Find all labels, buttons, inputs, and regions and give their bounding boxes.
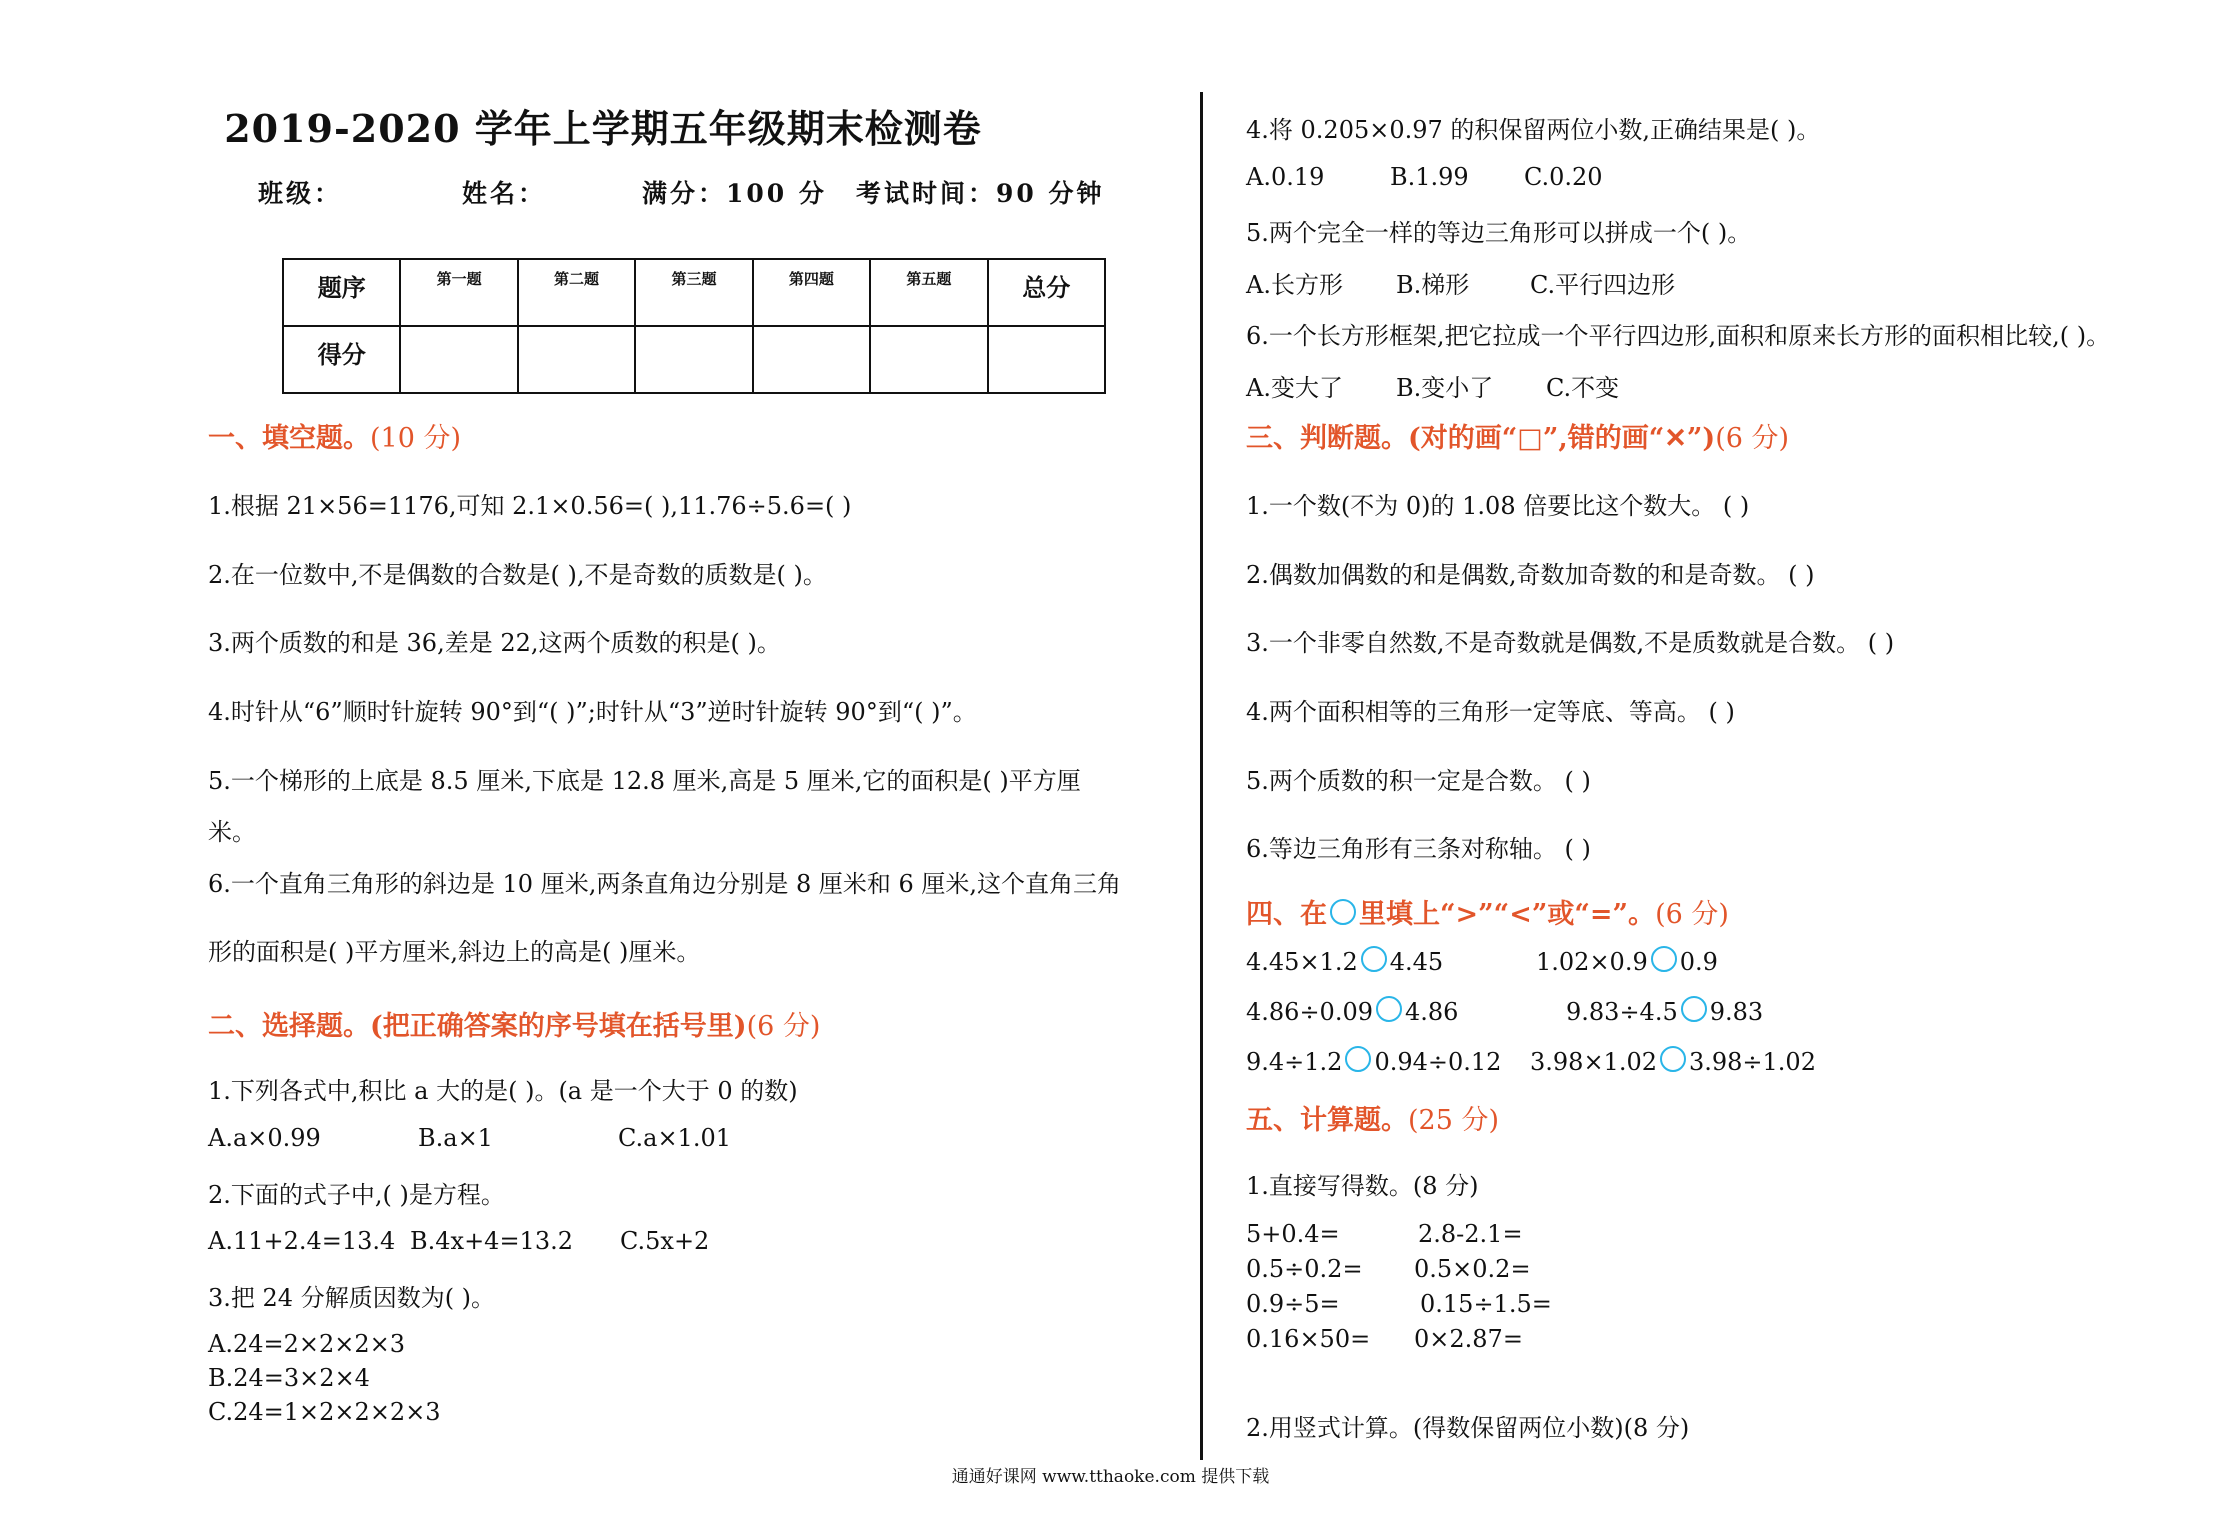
compare-right: 0.94÷0.12 <box>1374 1048 1502 1076</box>
choice-4-option-a: A.0.19 <box>1246 163 1325 191</box>
calc-item: 5+0.4= <box>1246 1220 1340 1248</box>
choice-question-4: 4.将 0.205×0.97 的积保留两位小数,正确结果是( )。 <box>1246 116 1821 144</box>
compare-left: 4.45×1.2 <box>1246 948 1358 976</box>
judge-question-1: 1.一个数(不为 0)的 1.08 倍要比这个数大。 ( ) <box>1246 492 1750 520</box>
class-label: 班级： <box>258 179 343 208</box>
compare-right: 9.83 <box>1709 998 1764 1026</box>
section-5-heading: 五、计算题。 <box>1246 1105 1408 1136</box>
section-4-heading-b: 里填上“>”“<”或“=”。 <box>1359 899 1656 930</box>
calc-item: 0.5×0.2= <box>1414 1255 1531 1283</box>
judge-question-6: 6.等边三角形有三条对称轴。 ( ) <box>1246 835 1591 863</box>
fill-question-6-cont: 形的面积是( )平方厘米,斜边上的高是( )厘米。 <box>208 938 701 966</box>
footer-text: 通通好课网 www.tthaoke.com 提供下载 <box>951 1467 1270 1487</box>
judge-question-5: 5.两个质数的积一定是合数。 ( ) <box>1246 767 1591 795</box>
compare-right: 0.9 <box>1679 948 1718 976</box>
compare-item-2 <box>1536 946 1718 976</box>
fill-question-5: 5.一个梯形的上底是 8.5 厘米,下底是 12.8 厘米,高是 5 厘米,它的面积是( )平方厘 <box>208 767 1081 795</box>
page-title: 2019-2020 学年上学期五年级期末检测卷 <box>224 106 982 151</box>
choice-1-option-a: A.a×0.99 <box>208 1124 321 1152</box>
fill-question-2: 2.在一位数中,不是偶数的合数是( ),不是奇数的质数是( )。 <box>208 561 827 589</box>
calc-question-2: 2.用竖式计算。(得数保留两位小数)(8 分) <box>1246 1414 1690 1442</box>
full-score: 满分：100 分 <box>642 179 827 208</box>
score-table <box>282 258 1106 394</box>
section-3-points: (6 分) <box>1715 423 1790 454</box>
score-header-order: 题序 <box>283 259 400 326</box>
choice-2-option-b: B.4x+4=13.2 <box>410 1227 573 1255</box>
compare-item-4 <box>1566 996 1763 1026</box>
judge-question-4: 4.两个面积相等的三角形一定等底、等高。 ( ) <box>1246 698 1735 726</box>
section-5-title <box>1246 1098 1499 1137</box>
choice-5-option-c: C.平行四边形 <box>1530 271 1676 299</box>
choice-3-option-c: C.24=1×2×2×2×3 <box>208 1398 441 1426</box>
compare-left: 4.86÷0.09 <box>1246 998 1373 1026</box>
section-2-title <box>208 1004 820 1043</box>
judge-question-3: 3.一个非零自然数,不是奇数就是偶数,不是质数就是合数。 ( ) <box>1246 629 1895 657</box>
choice-1-option-c: C.a×1.01 <box>618 1124 731 1152</box>
score-table-header-row <box>283 259 1105 326</box>
score-row-label: 得分 <box>283 326 400 393</box>
section-3-title <box>1246 416 1789 455</box>
answer-circle-icon[interactable] <box>1651 946 1677 972</box>
score-cell <box>518 326 635 393</box>
fill-question-6: 6.一个直角三角形的斜边是 10 厘米,两条直角边分别是 8 厘米和 6 厘米,这个直角三角 <box>208 870 1122 898</box>
compare-left: 3.98×1.02 <box>1530 1048 1657 1076</box>
calc-item: 0×2.87= <box>1414 1325 1523 1353</box>
answer-circle-icon[interactable] <box>1681 996 1707 1022</box>
compare-item-5 <box>1246 1046 1501 1076</box>
section-2-points: (6 分) <box>746 1011 821 1042</box>
choice-2-option-a: A.11+2.4=13.4 <box>208 1227 396 1255</box>
score-header-q3: 第三题 <box>635 259 752 326</box>
choice-2-option-c: C.5x+2 <box>620 1227 710 1255</box>
answer-circle-icon[interactable] <box>1660 1046 1686 1072</box>
section-1-title <box>208 416 461 455</box>
calc-item: 0.9÷5= <box>1246 1290 1340 1318</box>
calc-question-1: 1.直接写得数。(8 分) <box>1246 1172 1479 1200</box>
compare-item-3 <box>1246 996 1458 1026</box>
score-table-score-row <box>283 326 1105 393</box>
section-5-points: (25 分) <box>1408 1105 1500 1136</box>
calc-item: 0.15÷1.5= <box>1420 1290 1552 1318</box>
choice-question-3: 3.把 24 分解质因数为( )。 <box>208 1284 496 1312</box>
score-header-q1: 第一题 <box>400 259 517 326</box>
answer-circle-icon[interactable] <box>1361 946 1387 972</box>
calc-item: 2.8-2.1= <box>1418 1220 1523 1248</box>
choice-6-option-b: B.变小了 <box>1396 374 1494 402</box>
fill-question-3: 3.两个质数的和是 36,差是 22,这两个质数的积是( )。 <box>208 629 781 657</box>
column-divider <box>1200 92 1203 1460</box>
fill-question-4: 4.时针从“6”顺时针旋转 90°到“( )”;时针从“3”逆时针旋转 90°到“( )”。 <box>208 698 977 726</box>
fill-question-5-cont: 米。 <box>208 818 256 846</box>
choice-5-option-b: B.梯形 <box>1396 271 1470 299</box>
compare-left: 1.02×0.9 <box>1536 948 1648 976</box>
calc-item: 0.5÷0.2= <box>1246 1255 1363 1283</box>
choice-3-option-a: A.24=2×2×2×3 <box>208 1330 406 1358</box>
section-2-heading: 二、选择题。(把正确答案的序号填在括号里) <box>208 1011 747 1042</box>
section-1-heading: 一、填空题。 <box>208 423 370 454</box>
circle-icon <box>1330 899 1356 925</box>
compare-item-6 <box>1530 1046 1816 1076</box>
choice-5-option-a: A.长方形 <box>1246 271 1343 299</box>
score-header-total: 总分 <box>988 259 1105 326</box>
choice-question-2: 2.下面的式子中,( )是方程。 <box>208 1181 505 1209</box>
choice-question-1: 1.下列各式中,积比 a 大的是( )。(a 是一个大于 0 的数) <box>208 1077 798 1105</box>
calc-item: 0.16×50= <box>1246 1325 1371 1353</box>
score-cell <box>988 326 1105 393</box>
score-header-q5: 第五题 <box>870 259 987 326</box>
choice-4-option-c: C.0.20 <box>1524 163 1603 191</box>
name-label: 姓名： <box>462 179 547 208</box>
section-4-heading-a: 四、在 <box>1246 899 1327 930</box>
fill-question-1: 1.根据 21×56=1176,可知 2.1×0.56=( ),11.76÷5.6=( ) <box>208 492 852 520</box>
score-header-q4: 第四题 <box>753 259 870 326</box>
judge-question-2: 2.偶数加偶数的和是偶数,奇数加奇数的和是奇数。 ( ) <box>1246 561 1815 589</box>
choice-question-5: 5.两个完全一样的等边三角形可以拼成一个( )。 <box>1246 219 1752 247</box>
answer-circle-icon[interactable] <box>1345 1046 1371 1072</box>
score-cell <box>400 326 517 393</box>
section-1-points: (10 分) <box>370 423 462 454</box>
score-cell <box>753 326 870 393</box>
compare-item-1 <box>1246 946 1443 976</box>
choice-1-option-b: B.a×1 <box>418 1124 493 1152</box>
compare-right: 4.45 <box>1389 948 1444 976</box>
choice-question-6: 6.一个长方形框架,把它拉成一个平行四边形,面积和原来长方形的面积相比较,( )。 <box>1246 322 2111 350</box>
compare-left: 9.4÷1.2 <box>1246 1048 1343 1076</box>
choice-4-option-b: B.1.99 <box>1390 163 1469 191</box>
score-header-q2: 第二题 <box>518 259 635 326</box>
answer-circle-icon[interactable] <box>1376 996 1402 1022</box>
compare-right: 3.98÷1.02 <box>1688 1048 1816 1076</box>
compare-left: 9.83÷4.5 <box>1566 998 1678 1026</box>
choice-6-option-c: C.不变 <box>1546 374 1620 402</box>
section-3-heading: 三、判断题。(对的画“□”,错的画“✕”) <box>1246 423 1716 454</box>
section-4-points: (6 分) <box>1655 899 1729 930</box>
score-cell <box>870 326 987 393</box>
choice-6-option-a: A.变大了 <box>1246 374 1343 402</box>
compare-right: 4.86 <box>1404 998 1459 1026</box>
exam-time: 考试时间：90 分钟 <box>856 179 1105 208</box>
score-cell <box>635 326 752 393</box>
choice-3-option-b: B.24=3×2×4 <box>208 1364 370 1392</box>
section-4-title <box>1246 892 1729 931</box>
